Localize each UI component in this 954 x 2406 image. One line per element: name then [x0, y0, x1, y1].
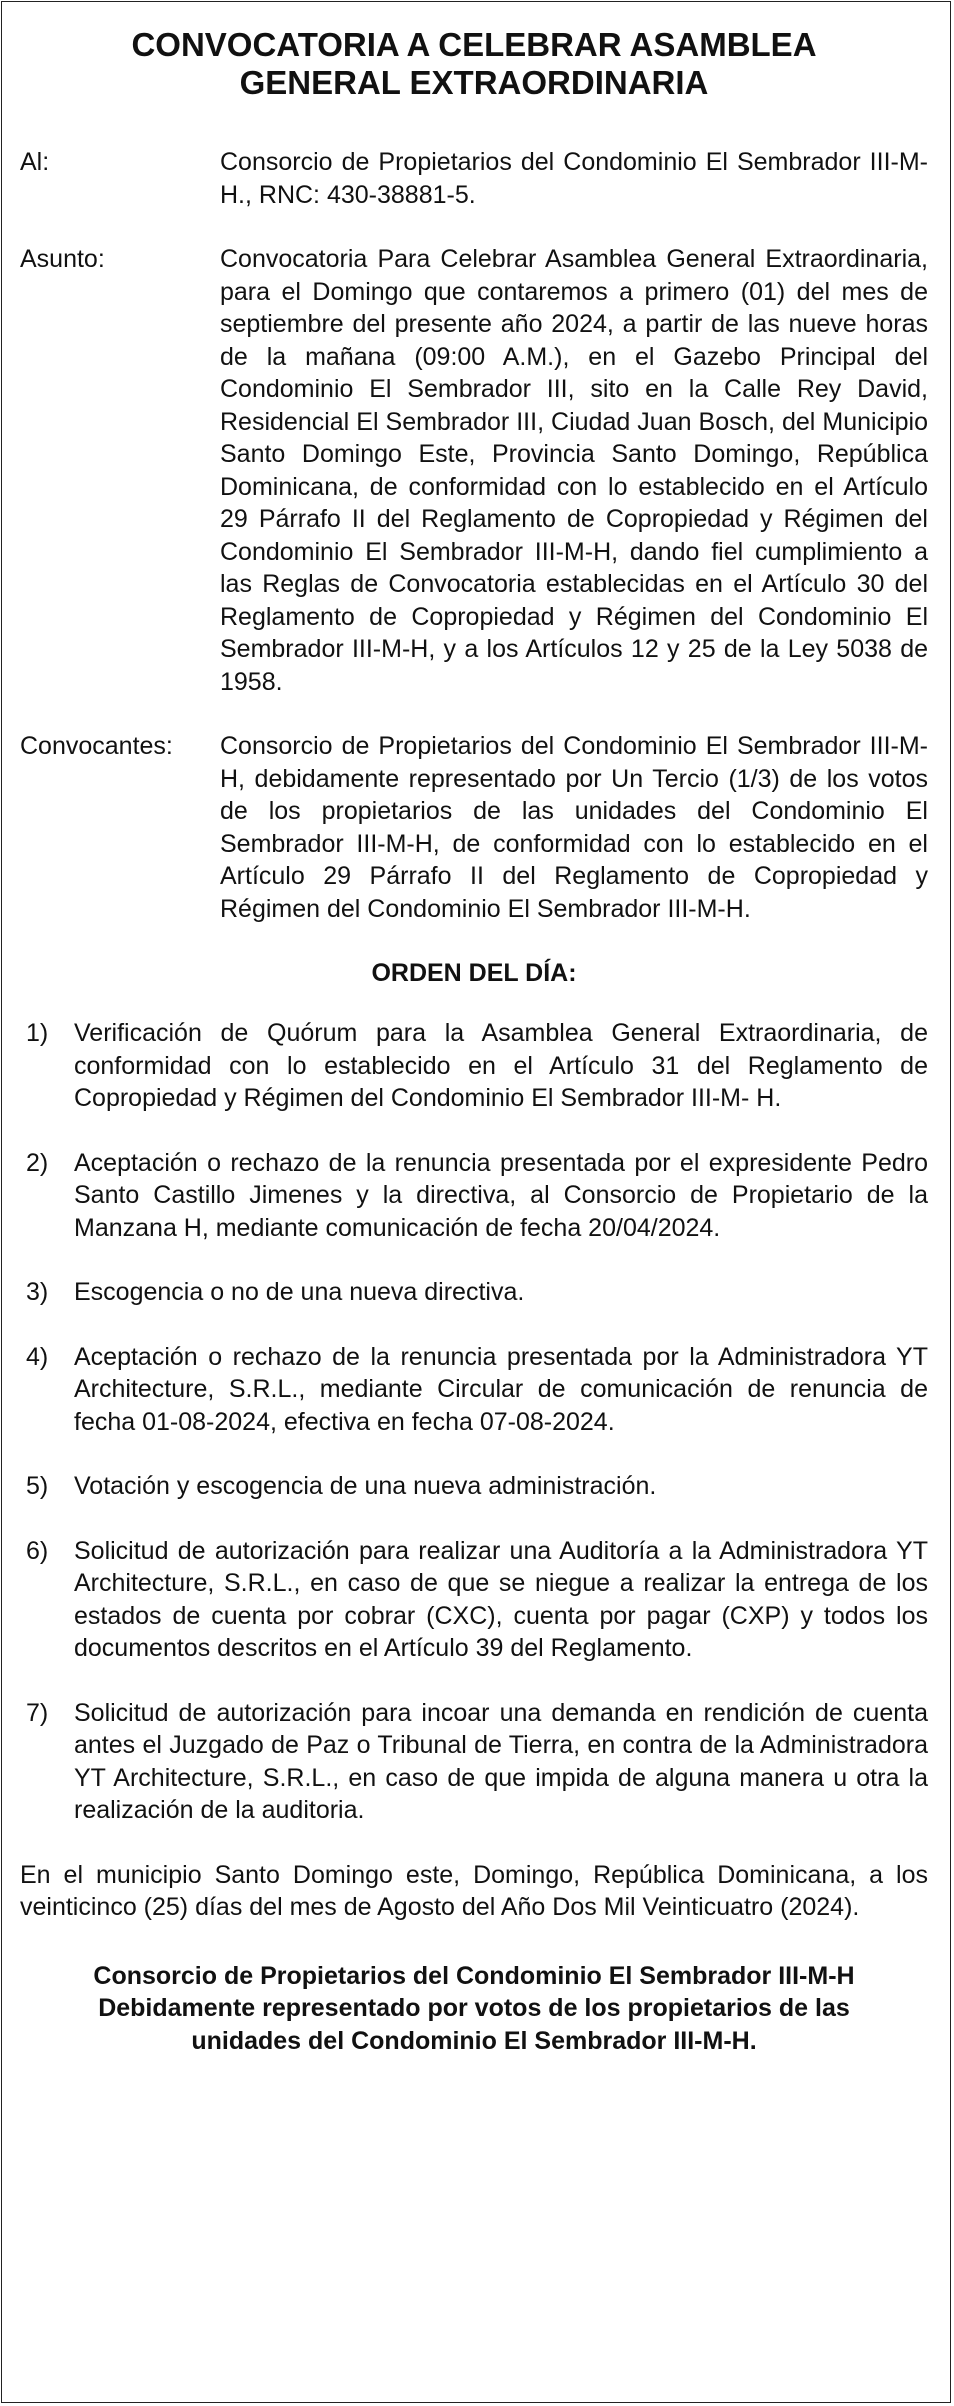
agenda-item-text: Solicitud de autorización para realizar una Auditoría a la Administradora YT Architecture, S.R.L., en caso de que se niegue a realizar la entrega de los estados de cuenta por cobrar (CXC), cuenta por pagar (CXP) y todos los documentos descritos en el Artículo 39 del Reglamento. — [74, 1536, 928, 1662]
agenda-item-number: 7) — [26, 1698, 49, 1727]
field-asunto-value: Convocatoria Para Celebrar Asamblea General Extraordinaria, para el Domingo que contaremos a primero (01) del mes de septiembre del presente año 2024, a partir de las nueve horas de la mañana (09:00 A.M.), en el Gazebo Principal del Condominio El Sembrador III, sito en la Calle Rey David, Residencial El Sembrador III, Ciudad Juan Bosch, del Municipio Santo Domingo Este, Provincia Santo Domingo, República Dominicana, de conformidad con lo establecido en el Artículo 29 Párrafo II del Reglamento de Copropiedad y Régimen del Condominio El Sembrador III-M-H, dando fiel cumplimiento a las Reglas de Convocatoria establecidas en el Artículo 30 del Reglamento de Copropiedad y Régimen del Condominio El Sembrador III-M-H, y a los Artículos 12 y 25 de la Ley 5038 de 1958. — [220, 245, 928, 696]
document-body — [20, 26, 928, 2057]
agenda-item-number: 3) — [26, 1278, 49, 1306]
agenda-item-1 — [20, 1017, 928, 1115]
agenda-item-text: Aceptación o rechazo de la renuncia presentada por la Administradora YT Architecture, S.R.L., mediante Circular de comunicación de renuncia de fecha 01-08-2024, efectiva en fecha 07-08-2024. — [74, 1342, 928, 1436]
agenda-item-2 — [20, 1147, 928, 1245]
agenda-list — [20, 1017, 928, 1827]
agenda-item-7 — [20, 1697, 928, 1827]
agenda-item-number: 2) — [26, 1148, 49, 1177]
signature-block — [20, 1960, 928, 2058]
agenda-item-number: 4) — [26, 1342, 49, 1371]
agenda-item-number: 6) — [26, 1536, 49, 1565]
title-line-2: GENERAL EXTRAORDINARIA — [239, 64, 709, 101]
document-title — [20, 26, 928, 102]
field-asunto — [20, 243, 928, 698]
agenda-item-number: 1) — [26, 1019, 49, 1047]
field-asunto-label: Asunto: — [20, 245, 105, 273]
agenda-item-text: Aceptación o rechazo de la renuncia presentada por el expresidente Pedro Santo Castillo Jimenes y la directiva, al Consorcio de Propietario de la Manzana H, mediante comunicación de fecha 20/04/2024. — [74, 1148, 928, 1242]
field-al-value: Consorcio de Propietarios del Condominio El Sembrador III-M-H., RNC: 430-38881-5. — [220, 148, 928, 209]
signature-line-3: unidades del Condominio El Sembrador III-M-H. — [191, 2026, 757, 2055]
agenda-item-text: Escogencia o no de una nueva directiva. — [74, 1278, 525, 1306]
signature-line-1: Consorcio de Propietarios del Condominio El Sembrador III-M-H — [93, 1961, 855, 1990]
agenda-item-text: Verificación de Quórum para la Asamblea General Extraordinaria, de conformidad con lo establecido en el Artículo 31 del Reglamento de Copropiedad y Régimen del Condominio El Sembrador III-M- H. — [74, 1019, 928, 1112]
agenda-item-text: Solicitud de autorización para incoar una demanda en rendición de cuenta antes el Juzgado de Paz o Tribunal de Tierra, en contra de la Administradora YT Architecture, S.R.L., en caso de que impida de alguna manera u otra la realización de la auditoria. — [74, 1698, 928, 1824]
field-convocantes-label: Convocantes: — [20, 732, 173, 760]
field-convocantes-value: Consorcio de Propietarios del Condominio El Sembrador III-M-H, debidamente representado por Un Tercio (1/3) de los votos de los propietarios de las unidades del Condominio El Sembrador III-M-H, de conformidad con lo establecido en el Artículo 29 Párrafo II del Reglamento de Copropiedad y Régimen del Condominio El Sembrador III-M-H. — [220, 732, 928, 923]
agenda-item-3 — [20, 1276, 928, 1309]
agenda-item-6 — [20, 1535, 928, 1665]
title-line-1: CONVOCATORIA A CELEBRAR ASAMBLEA — [131, 26, 817, 63]
closing-paragraph: En el municipio Santo Domingo este, Domingo, República Dominicana, a los veinticinco (25) días del mes de Agosto del Año Dos Mil Veinticuatro (2024). — [20, 1860, 928, 1921]
agenda-item-5 — [20, 1470, 928, 1503]
field-al-label: Al: — [20, 148, 50, 176]
signature-line-2: Debidamente representado por votos de los propietarios de las — [98, 1994, 850, 2022]
agenda-item-number: 5) — [26, 1472, 49, 1500]
agenda-heading: ORDEN DEL DÍA: — [371, 959, 577, 987]
agenda-item-text: Votación y escogencia de una nueva administración. — [74, 1472, 657, 1500]
field-convocantes — [20, 730, 928, 925]
agenda-item-4 — [20, 1341, 928, 1439]
field-al — [20, 146, 928, 211]
